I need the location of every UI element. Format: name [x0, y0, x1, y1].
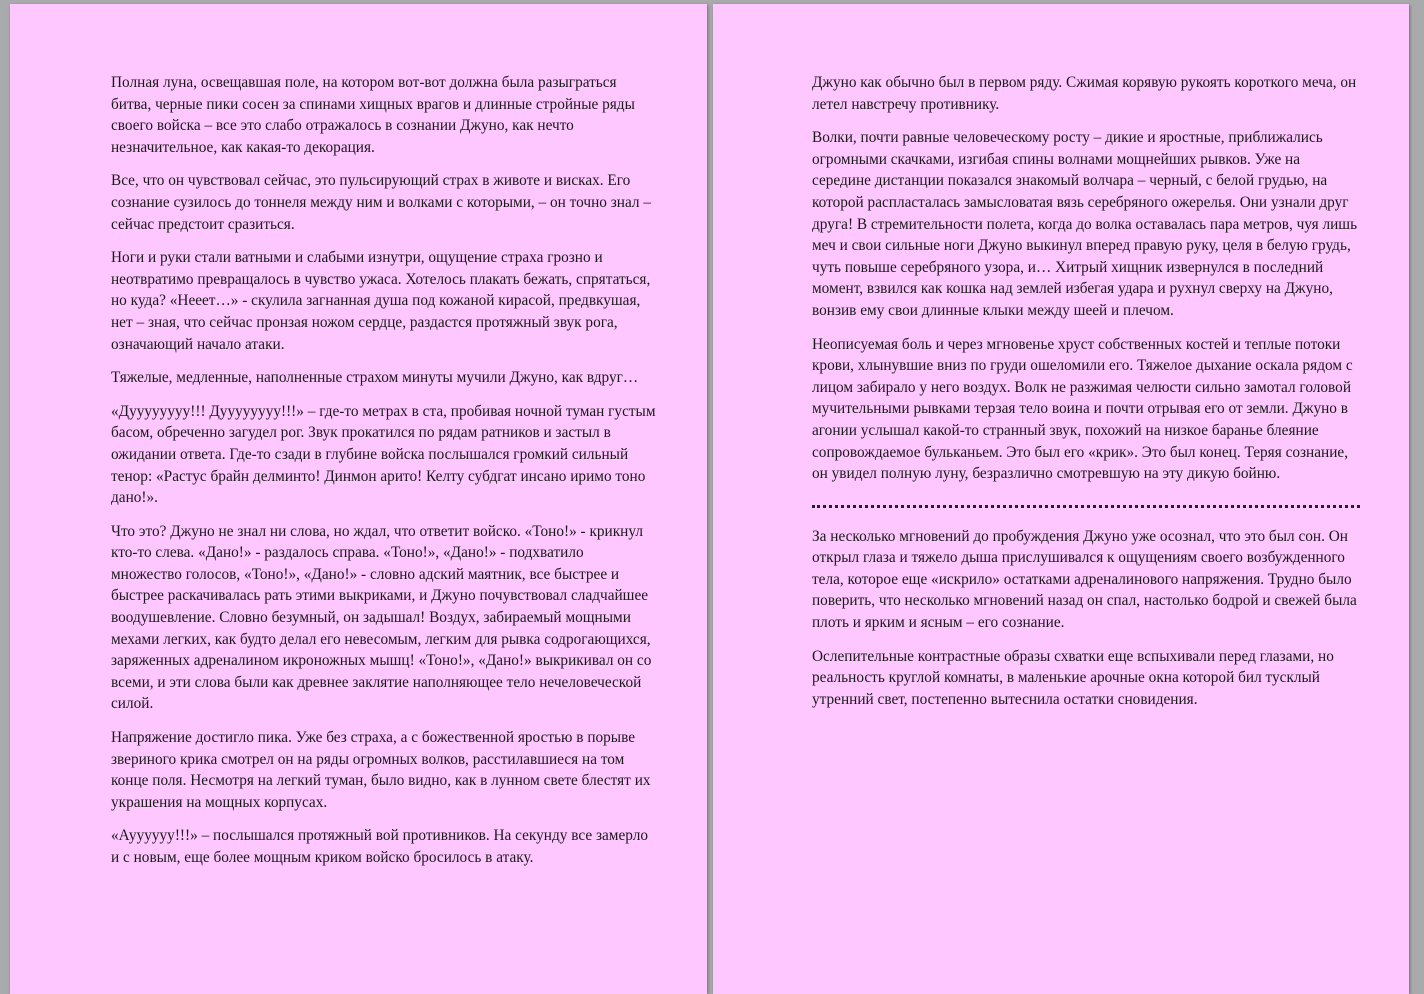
paragraph: Волки, почти равные человеческому росту – дикие и яростные, приближались огромными скачками, изгибая спины волнами мощнейших рывков. Уже на середине дистанции показался знакомый волчара – черный, с белой грудью, на которой распласталась замысловатая вязь серебряного ожерелья. Они узнали друг друга! В стремительности полета, когда до волка оставалась пара метров, чуя лишь меч и свои сильные ноги Джуно выкинул вперед правую руку, целя в белую грудь, чуть повыше серебряного узора, и… Хитрый хищник извернулся в последний момент, взвился как кошка над землей избегая удара и рухнул сверху на Джуно, вонзив ему свои длинные клыки между шеей и плечом.: [812, 129, 1358, 319]
paragraph: Неописуемая боль и через мгновенье хруст собственных костей и теплые потоки крови, хлынувшие вниз по груди ошеломили его. Тяжелое дыхание оскала рядом с лицом забирало у него воздух. Волк не разжимая челюсти сильно замотал головой мучительными рывками терзая тело воина и почти отрывая его от земли. Джуно в агонии услышал какой-то странный звук, похожий на низкое баранье блеяние сопровождаемое бульканьем. Это был его «крик». Это был конец. Теряя сознание, он увидел полную луну, безразлично смотревшую на эту дикую бойню.: [812, 335, 1353, 483]
paragraph: За несколько мгновений до пробуждения Джуно уже осознал, что это был сон. Он открыл глаза и тяжело дыша прислушивался к ощущениям своего возбужденного тела, которое еще «искрило» остатками адреналинового напряжения. Трудно было поверить, что несколько мгновений назад он спал, настолько бодрой и свежей была плоть и ярким и ясным – его сознание.: [812, 527, 1357, 632]
paragraph: «Ауууууу!!!» – послышался протяжный вой противников. На секунду все замерло и с новым, еще более мощным криком войско бросилось в атаку.: [111, 827, 648, 866]
document-page-left[interactable]: [10, 4, 707, 994]
page-right-text-body[interactable]: [812, 72, 1360, 722]
page-left-text-body[interactable]: [111, 72, 656, 881]
dotted-divider: [812, 505, 1360, 508]
document-page-right[interactable]: [713, 4, 1409, 994]
paragraph: Напряжение достигло пика. Уже без страха, а с божественной яростью в порыве звериного крика смотрел он на ряды огромных волков, расстилавшиеся на том конце поля. Несмотря на легкий туман, было видно, как в лунном свете блестят их украшения на мощных корпусах.: [111, 729, 651, 811]
paragraph: «Дуууууууу!!! Дуууууууу!!!» – где-то метрах в ста, пробивая ночной туман густым басом, обреченно загудел рог. Звук прокатился по рядам ратников и застыл в ожидании ответа. Где-то сзади в глубине войска послышался громкий сильный тенор: «Растус брайн делминто! Динмон арито! Келту субдгат инсано иримо тоно дано!».: [111, 402, 656, 507]
paragraph: Все, что он чувствовал сейчас, это пульсирующий страх в животе и висках. Его сознание сузилось до тоннеля между ним и волками с которыми, – он точно знал – сейчас предстоит сразиться.: [111, 172, 652, 233]
paragraph: Ослепительные контрастные образы схватки еще вспыхивали перед глазами, но реальность круглой комнаты, в маленькие арочные окна которой бил тусклый утренний свет, постепенно вытеснила остатки сновидения.: [812, 647, 1334, 708]
paragraph: Джуно как обычно был в первом ряду. Сжимая корявую рукоять короткого меча, он летел навстречу противнику.: [812, 74, 1357, 113]
paragraph: Полная луна, освещавшая поле, на котором вот-вот должна была разыграться битва, черные пики сосен за спинами хищных врагов и длинные стройные ряды своего войска – все это слабо отражалось в сознании Джуно, как нечто незначительное, как какая-то декорация.: [111, 74, 635, 156]
paragraph: Тяжелые, медленные, наполненные страхом минуты мучили Джуно, как вдруг…: [111, 369, 639, 387]
paragraph: Ноги и руки стали ватными и слабыми изнутри, ощущение страха грозно и неотвратимо превращалось в чувство ужаса. Хотелось плакать бежать, спрятаться, но куда? «Нееет…» - скулила загнанная душа под кожаной кирасой, предвкушая, нет – зная, что сейчас пронзая ножом сердце, раздастся протяжный звук рога, означающий начало атаки.: [111, 249, 651, 353]
paragraph: Что это? Джуно не знал ни слова, но ждал, что ответит войско. «Тоно!» - крикнул кто-то слева. «Дано!» - раздалось справа. «Тоно!», «Дано!» - подхватило множество голосов, «Тоно!», «Дано!» - словно адский маятник, все быстрее и быстрее раскачивалась рать этими выкриками, и Джуно почувствовал сладчайшее воодушевление. Словно безумный, он задышал! Воздух, забираемый мощными мехами легких, как будто делал его невесомым, легким для рывка содрогающихся, заряженных адреналином икроножных мышц! «Тоно!», «Дано!» выкрикивал он со всеми, и эти слова были как древнее заклятие наполняющее тело нечеловеческой силой.: [111, 522, 652, 713]
